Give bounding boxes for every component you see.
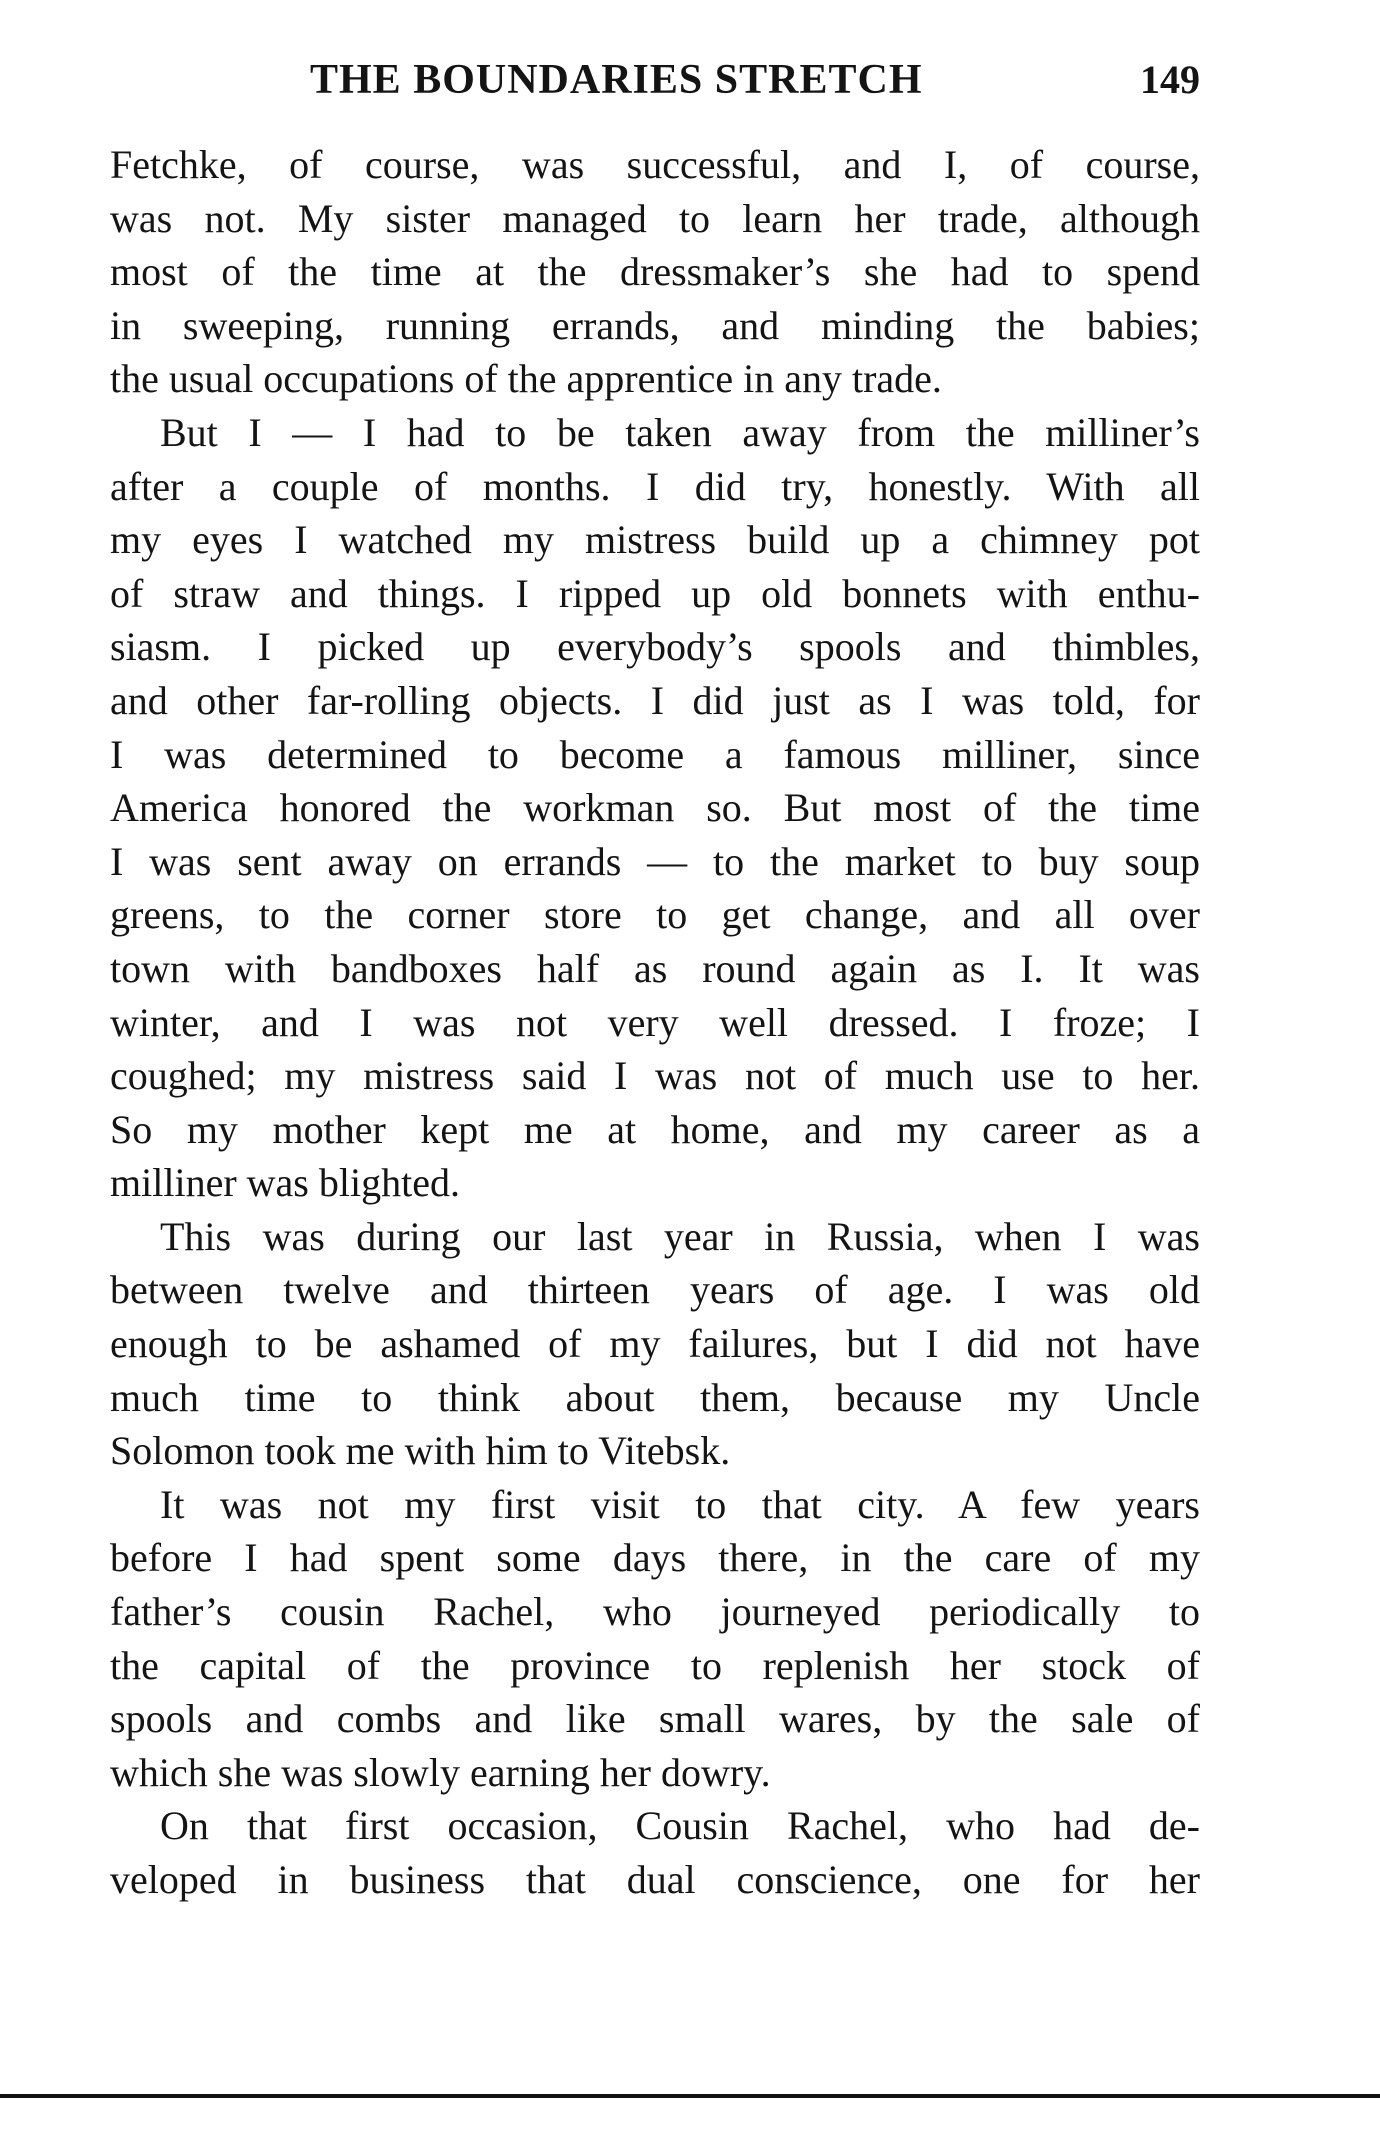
- bottom-rule: [0, 2094, 1380, 2098]
- text-line: Fetchke, of course, was successful, and I, of course,: [110, 142, 1200, 187]
- body-text: [110, 138, 1200, 1907]
- text-line: of straw and things. I ripped up old bonnets with enthu-: [110, 570, 1200, 616]
- text-line: the capital of the province to replenish her stock of: [110, 1642, 1200, 1688]
- text-line: which she was slowly earning her dowry.: [110, 1749, 771, 1795]
- running-title: THE BOUNDARIES STRETCH: [310, 57, 923, 103]
- text-line: most of the time at the dressmaker’s she had to spend: [110, 249, 1200, 295]
- paragraph-start-line: On that first occasion, Cousin Rachel, who had de-: [160, 1803, 1200, 1849]
- text-line: much time to think about them, because my Uncle: [110, 1374, 1200, 1420]
- text-line: winter, and I was not very well dressed. I froze; I: [110, 999, 1200, 1045]
- text-line: I was sent away on errands — to the market to buy soup: [110, 838, 1200, 884]
- text-line: father’s cousin Rachel, who journeyed periodically to: [110, 1589, 1200, 1635]
- text-line: veloped in business that dual conscience, one for her: [110, 1857, 1200, 1902]
- text-line: Solomon took me with him to Vitebsk.: [110, 1428, 731, 1474]
- page-number: 149: [1140, 57, 1200, 102]
- text-line: So my mother kept me at home, and my career as a: [110, 1106, 1200, 1152]
- paragraph-start-line: It was not my first visit to that city. A few years: [160, 1481, 1200, 1527]
- paragraph-start-line: This was during our last year in Russia, when I was: [160, 1213, 1200, 1259]
- text-line: America honored the workman so. But most of the time: [110, 785, 1200, 831]
- text-line: the usual occupations of the apprentice in any trade.: [110, 356, 942, 402]
- text-line: siasm. I picked up everybody’s spools and thimbles,: [110, 624, 1200, 670]
- paragraph-start-line: But I — I had to be taken away from the milliner’s: [160, 409, 1200, 455]
- text-line: in sweeping, running errands, and minding the babies;: [110, 302, 1200, 348]
- text-line: my eyes I watched my mistress build up a chimney pot: [110, 517, 1200, 563]
- text-line: after a couple of months. I did try, honestly. With all: [110, 463, 1200, 509]
- text-line: between twelve and thirteen years of age. I was old: [110, 1267, 1200, 1313]
- text-line: I was determined to become a famous milliner, since: [110, 731, 1200, 777]
- text-line: greens, to the corner store to get change, and all over: [110, 892, 1200, 938]
- running-head: [110, 50, 1200, 110]
- text-line: spools and combs and like small wares, by the sale of: [110, 1696, 1200, 1742]
- text-line: and other far-rolling objects. I did just as I was told, for: [110, 677, 1200, 723]
- text-line: town with bandboxes half as round again as I. It was: [110, 945, 1200, 991]
- text-line: milliner was blighted.: [110, 1160, 460, 1206]
- text-line: enough to be ashamed of my failures, but I did not have: [110, 1321, 1200, 1367]
- text-line: was not. My sister managed to learn her trade, although: [110, 195, 1200, 241]
- text-line: before I had spent some days there, in the care of my: [110, 1535, 1200, 1581]
- text-line: coughed; my mistress said I was not of much use to her.: [110, 1053, 1200, 1099]
